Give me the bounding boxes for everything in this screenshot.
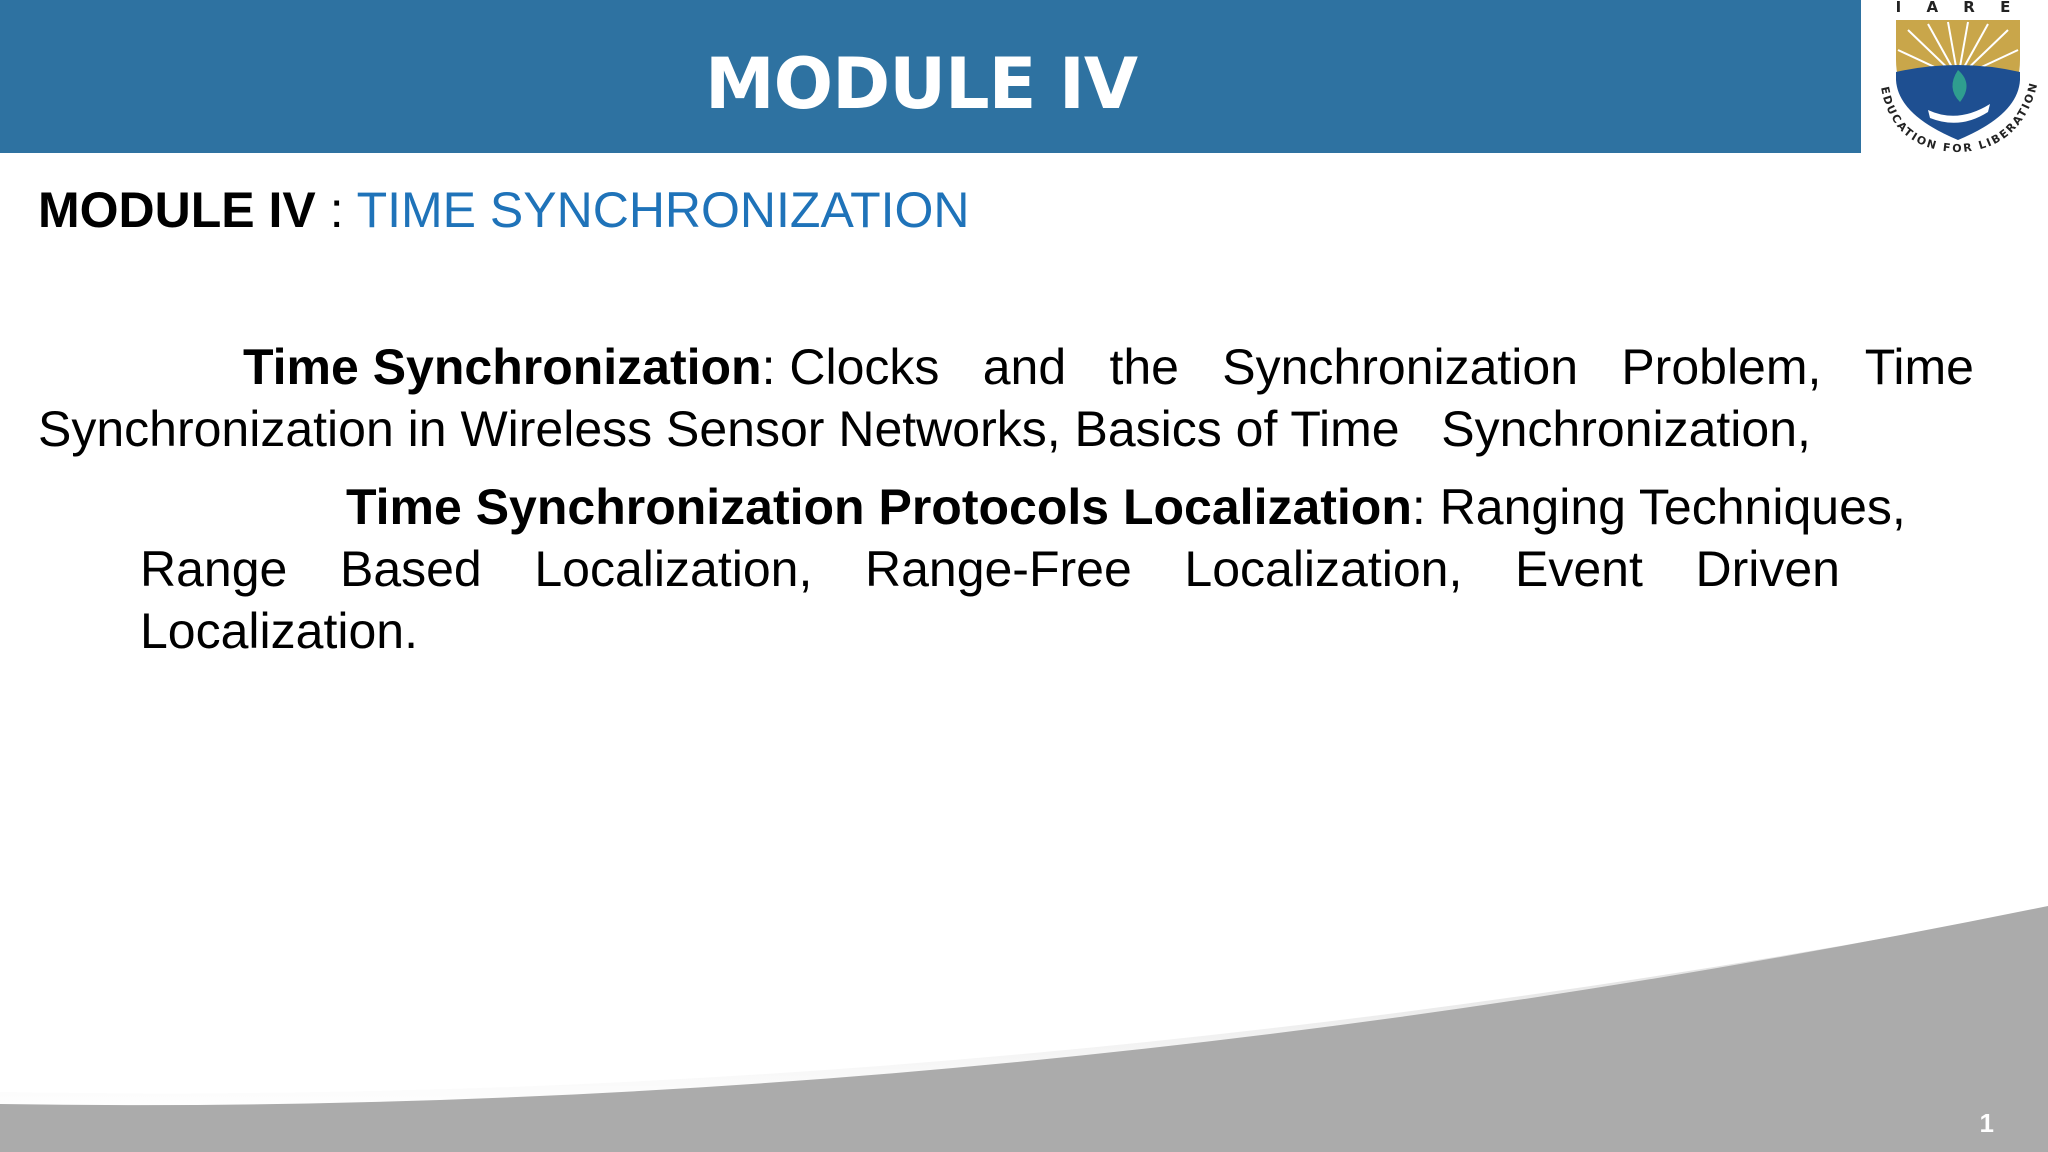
para2-word: Based <box>339 541 482 597</box>
para1-word: Synchronization <box>1222 339 1579 395</box>
footer-wave <box>0 880 2048 1152</box>
module-separator: : <box>315 182 357 238</box>
paragraph-1-line-1 <box>38 336 1974 398</box>
paragraph-2-line-2 <box>140 538 1840 600</box>
para1-word: Time <box>1864 339 1974 395</box>
paragraph-time-sync <box>38 336 1974 460</box>
para2-word: Event <box>1514 541 1643 597</box>
logo-motto: EDUCATION FOR LIBERATION <box>1878 80 2041 156</box>
paragraph-1-line-2: Synchronization in Wireless Sensor Networks, Basics of Time Synchronization, <box>38 401 1811 457</box>
para1-word: : Clocks <box>761 339 940 395</box>
para2-word: Localization, <box>1184 541 1463 597</box>
iare-logo <box>1868 0 2048 160</box>
paragraph-2-line-3: Localization. <box>140 603 418 659</box>
paragraph-2-line-1 <box>140 476 1964 538</box>
para2-word: Driven <box>1695 541 1840 597</box>
logo-top-text: I A R E <box>1895 0 2021 16</box>
para2-word: Localization, <box>534 541 813 597</box>
module-heading <box>38 180 970 240</box>
slide-title: MODULE IV <box>704 43 1138 125</box>
para1-bold-term: Time Synchronization <box>243 339 762 395</box>
para1-word: Problem, <box>1621 339 1822 395</box>
para2-rest: : Ranging Techniques, <box>1411 479 1906 535</box>
para2-bold-term: Time Synchronization Protocols Localization <box>346 479 1412 535</box>
para1-word: and <box>982 339 1067 395</box>
para2-word: Range-Free <box>864 541 1132 597</box>
paragraph-localization <box>140 476 1964 662</box>
page-number: 1 <box>1979 1108 1994 1138</box>
para2-word: Range <box>140 541 288 597</box>
module-topic: TIME SYNCHRONIZATION <box>356 182 970 238</box>
para1-word: the <box>1109 339 1179 395</box>
module-label: MODULE IV <box>38 182 316 238</box>
